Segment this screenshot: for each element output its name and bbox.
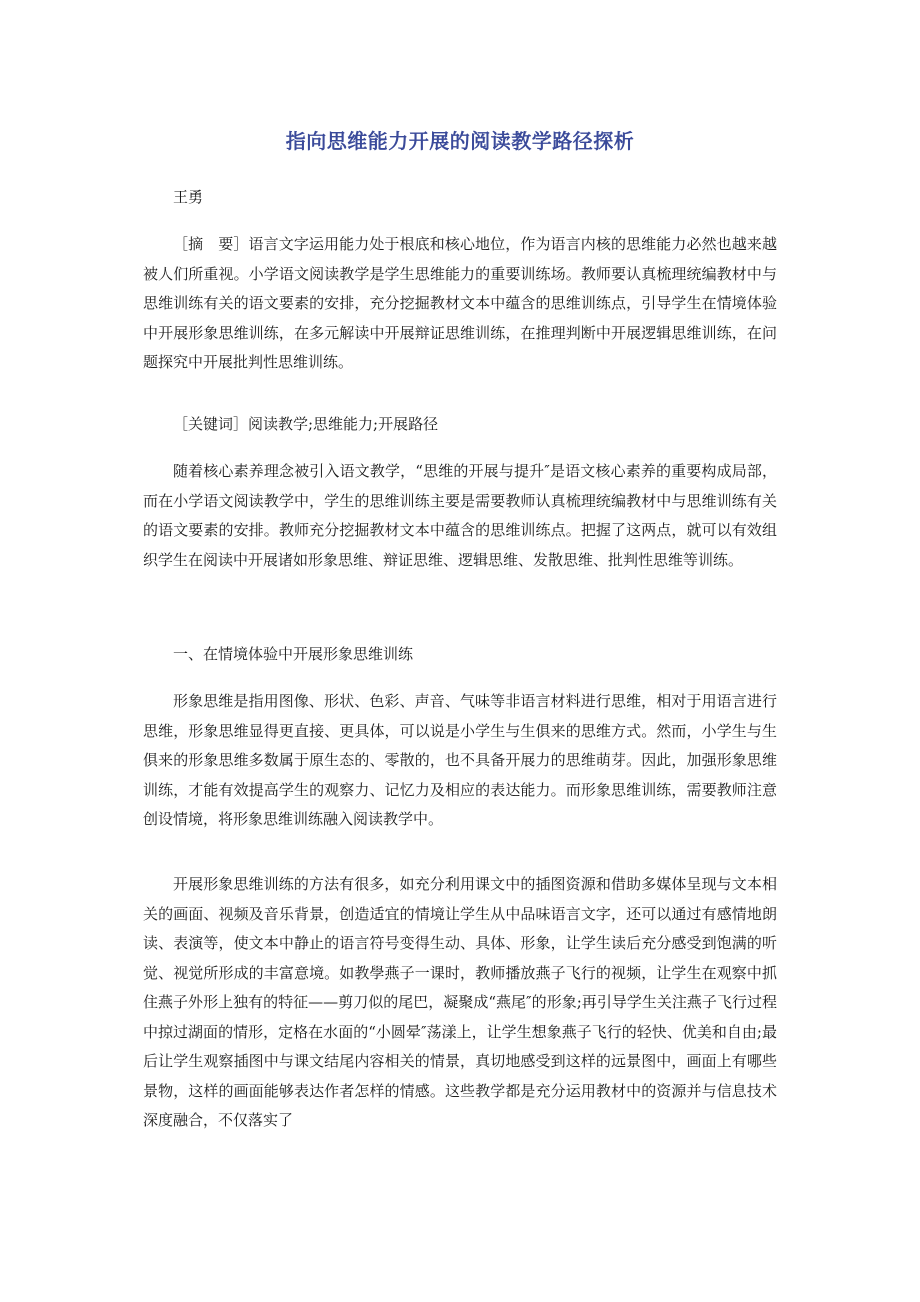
document-title: 指向思维能力开展的阅读教学路径探析 [285, 129, 635, 153]
body-paragraph-imagery-thinking: 形象思维是指用图像、形状、色彩、声音、气味等非语言材料进行思维，相对于用语言进行思维，形象思维显得更直接、更具体，可以说是小学生与生俱来的思维方式。然而，小学生与生俱来的形象思维多数属于原生态的、零散的，也不具备开展力的思维萌芽。因此，加强形象思维训练，才能有效提高学生的观察力、记忆力及相应的表达能力。而形象思维训练，需要教师注意创设情境，将形象思维训练融入阅读教学中。 [143, 692, 777, 828]
body-paragraph-imagery-methods: 开展形象思维训练的方法有很多，如充分利用课文中的插图资源和借助多媒体呈现与文本相关的画面、视频及音乐背景，创造适宜的情境让学生从中品味语言文字，还可以通过有感情地朗读、表演等，使文本中静止的语言符号变得生动、具体、形象，让学生读后充分感受到饱满的听觉、视觉所形成的丰富意境。如教學燕子一课时，教师播放燕子飞行的视频，让学生在观察中抓住燕子外形上独有的特征——剪刀似的尾巴，凝聚成“燕尾″的形象;再引导学生关注燕子飞行过程中掠过湖面的情形，定格在水面的“小圆晕″荡漾上，让学生想象燕子飞行的轻快、优美和自由;最后让学生观察插图中与课文结尾内容相关的情景，真切地感受到这样的远景图中，画面上有哪些景物，这样的画面能够表达作者怎样的情感。这些教学都是充分运用教材中的资源并与信息技术深度融合，不仅落实了 [143, 875, 777, 1129]
abstract-paragraph: ［摘 要］语言文字运用能力处于根底和核心地位，作为语言内核的思维能力必然也越来越被人们所重视。小学语文阅读教学是学生思维能力的重要训练场。教师要认真梳理统编教材中与思维训练有关的语文要素的安排，充分挖掘教材文本中蕴含的思维训练点，引导学生在情境体验中开展形象思维训练，在多元解读中开展辩证思维训练，在推理判断中开展逻辑思维训练，在问题探究中开展批判性思维训练。 [143, 235, 777, 371]
section-heading-1: 一、在情境体验中开展形象思维训练 [173, 645, 414, 663]
keywords-line: ［关键词］阅读教学;思维能力;开展路径 [173, 415, 439, 433]
body-paragraph-intro: 随着核心素养理念被引入语文教学，“思维的开展与提升″是语文核心素养的重要构成局部，而在小学语文阅读教学中，学生的思维训练主要是需要教师认真梳理统编教材中与思维训练有关的语文要素的安排。教师充分挖掘教材文本中蕴含的思维训练点。把握了这两点，就可以有效组织学生在阅读中开展诸如形象思维、辩证思维、逻辑思维、发散思维、批判性思维等训练。 [143, 462, 777, 569]
author-name: 王勇 [173, 188, 204, 206]
